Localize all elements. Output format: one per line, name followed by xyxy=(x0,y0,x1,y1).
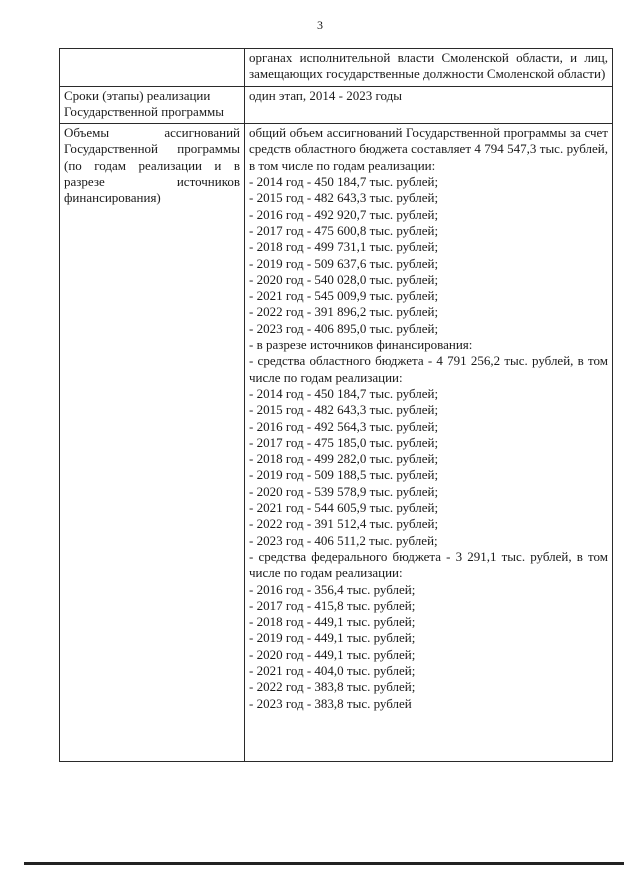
year-allocation-item: - 2021 год - 545 009,9 тыс. рублей; xyxy=(249,288,439,304)
table-row-continuation xyxy=(60,49,613,87)
federal-year-item: - 2018 год - 449,1 тыс. рублей; xyxy=(249,614,416,630)
regional-year-item: - 2022 год - 391 512,4 тыс. рублей; xyxy=(249,516,439,532)
funding-label: Объемы ассигнований Государственной программы (по годам реализации и в разрезе источников финансирования) xyxy=(60,124,245,762)
regional-year-item: - 2014 год - 450 184,7 тыс. рублей; xyxy=(249,385,439,401)
regional-year-item: - 2019 год - 509 188,5 тыс. рублей; xyxy=(249,467,439,483)
federal-year-item: - 2023 год - 383,8 тыс. рублей xyxy=(249,695,412,711)
year-allocation-item: - 2022 год - 391 896,2 тыс. рублей; xyxy=(249,304,439,320)
table-row-funding xyxy=(60,124,613,762)
funding-cell xyxy=(245,124,613,762)
year-allocation-item: - 2020 год - 540 028,0 тыс. рублей; xyxy=(249,271,439,287)
row-label-empty xyxy=(60,49,245,87)
table-row-terms xyxy=(60,86,613,124)
year-allocation-item: - 2019 год - 509 637,6 тыс. рублей; xyxy=(249,255,439,271)
executive-bodies-text: органах исполнительной власти Смоленской области, и лиц, замещающих государственные должности Смоленской области) xyxy=(245,49,613,87)
passport-table xyxy=(59,48,613,762)
year-allocation-item: - 2018 год - 499 731,1 тыс. рублей; xyxy=(249,239,439,255)
federal-year-item: - 2022 год - 383,8 тыс. рублей; xyxy=(249,679,416,695)
year-allocation-item: - 2023 год - 406 895,0 тыс. рублей; xyxy=(249,320,439,336)
year-allocation-item: - 2014 год - 450 184,7 тыс. рублей; xyxy=(249,174,439,190)
federal-budget-intro: - средства федерального бюджета - 3 291,1 тыс. рублей, в том числе по годам реализации: xyxy=(249,548,608,581)
terms-value: один этап, 2014 - 2023 годы xyxy=(245,86,613,124)
terms-label: Сроки (этапы) реализации Государственной программы xyxy=(60,86,245,124)
total-funding-intro: общий объем ассигнований Государственной программы за счет средств областного бюджета составляет 4 794 547,3 тыс. рублей, в том числе по годам реализации: xyxy=(249,125,608,173)
federal-year-item: - 2021 год - 404,0 тыс. рублей; xyxy=(249,662,416,678)
year-allocation-item: - 2016 год - 492 920,7 тыс. рублей; xyxy=(249,206,439,222)
regional-year-item: - 2017 год - 475 185,0 тыс. рублей; xyxy=(249,434,439,450)
regional-by-year-list xyxy=(249,386,608,549)
bottom-rule xyxy=(24,862,624,865)
federal-year-item: - 2020 год - 449,1 тыс. рублей; xyxy=(249,646,416,662)
regional-year-item: - 2015 год - 482 643,3 тыс. рублей; xyxy=(249,402,439,418)
federal-year-item: - 2019 год - 449,1 тыс. рублей; xyxy=(249,630,416,646)
federal-year-item: - 2017 год - 415,8 тыс. рублей; xyxy=(249,597,416,613)
sources-heading: - в разрезе источников финансирования: xyxy=(249,337,473,353)
federal-year-item: - 2016 год - 356,4 тыс. рублей; xyxy=(249,581,416,597)
regional-budget-intro: - средства областного бюджета - 4 791 256,2 тыс. рублей, в том числе по годам реализации: xyxy=(249,353,608,385)
regional-year-item: - 2016 год - 492 564,3 тыс. рублей; xyxy=(249,418,439,434)
regional-year-item: - 2021 год - 544 605,9 тыс. рублей; xyxy=(249,500,439,516)
page-number: 3 xyxy=(317,18,323,32)
federal-by-year-list xyxy=(249,582,608,712)
year-allocation-item: - 2017 год - 475 600,8 тыс. рублей; xyxy=(249,222,439,238)
regional-year-item: - 2023 год - 406 511,2 тыс. рублей; xyxy=(249,532,438,548)
regional-year-item: - 2020 год - 539 578,9 тыс. рублей; xyxy=(249,483,439,499)
regional-year-item: - 2018 год - 499 282,0 тыс. рублей; xyxy=(249,451,439,467)
year-allocation-item: - 2015 год - 482 643,3 тыс. рублей; xyxy=(249,190,439,206)
total-by-year-list xyxy=(249,174,608,337)
